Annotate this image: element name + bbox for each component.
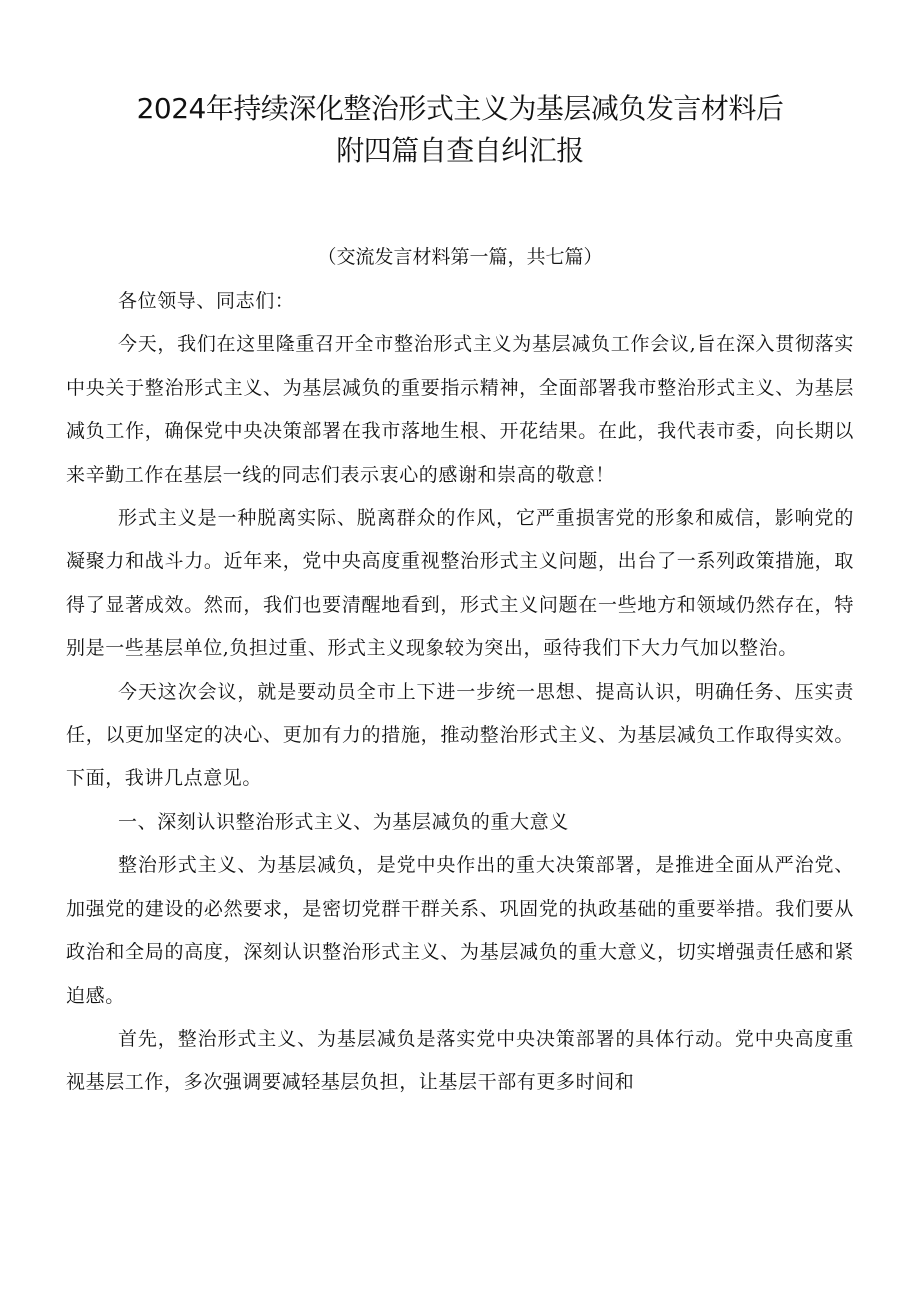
paragraph-1: 今天，我们在这里隆重召开全市整治形式主义为基层减负工作会议,旨在深入贯彻落实中央关于整治形式主义、为基层减负的重要指示精神，全面部署我市整治形式主义、为基层减负工作，确保党中央决策部署在我市落地生根、开花结果。在此，我代表市委，向长期以来辛勤工作在基层一线的同志们表示衷心的感谢和崇高的敬意！ <box>66 333 854 486</box>
greeting: 各位领导、同志们： <box>118 290 295 312</box>
document-title <box>66 88 854 172</box>
document-subtitle: （交流发言材料第一篇，共七篇） <box>317 246 603 268</box>
title-line-2: 附四篇自查自纠汇报 <box>336 134 584 167</box>
paragraph-3: 今天这次会议，就是要动员全市上下进一步统一思想、提高认识，明确任务、压实责任，以更加坚定的决心、更加有力的措施，推动整治形式主义、为基层减负工作取得实效。下面，我讲几点意见。 <box>66 680 854 790</box>
paragraph-5: 首先，整治形式主义、为基层减负是落实党中央决策部署的具体行动。党中央高度重视基层工作，多次强调要减轻基层负担，让基层干部有更多时间和 <box>66 1027 854 1094</box>
paragraph-2: 形式主义是一种脱离实际、脱离群众的作风，它严重损害党的形象和威信，影响党的凝聚力和战斗力。近年来，党中央高度重视整治形式主义问题，出台了一系列政策措施，取得了显著成效。然而，我们也要清醒地看到，形式主义问题在一些地方和领域仍然存在，特别是一些基层单位,负担过重、形式主义现象较为突出，亟待我们下大力气加以整治。 <box>66 507 854 660</box>
title-line-1: 2024年持续深化整治形式主义为基层减负发言材料后 <box>136 92 784 125</box>
section-heading-1: 一、深刻认识整治形式主义、为基层减负的重大意义 <box>118 810 569 833</box>
paragraph-4: 整治形式主义、为基层减负，是党中央作出的重大决策部署，是推进全面从严治党、加强党的建设的必然要求，是密切党群干群关系、巩固党的执政基础的重要举措。我们要从政治和全局的高度，深刻认识整治形式主义、为基层减负的重大意义，切实增强责任感和紧迫感。 <box>66 854 854 1007</box>
